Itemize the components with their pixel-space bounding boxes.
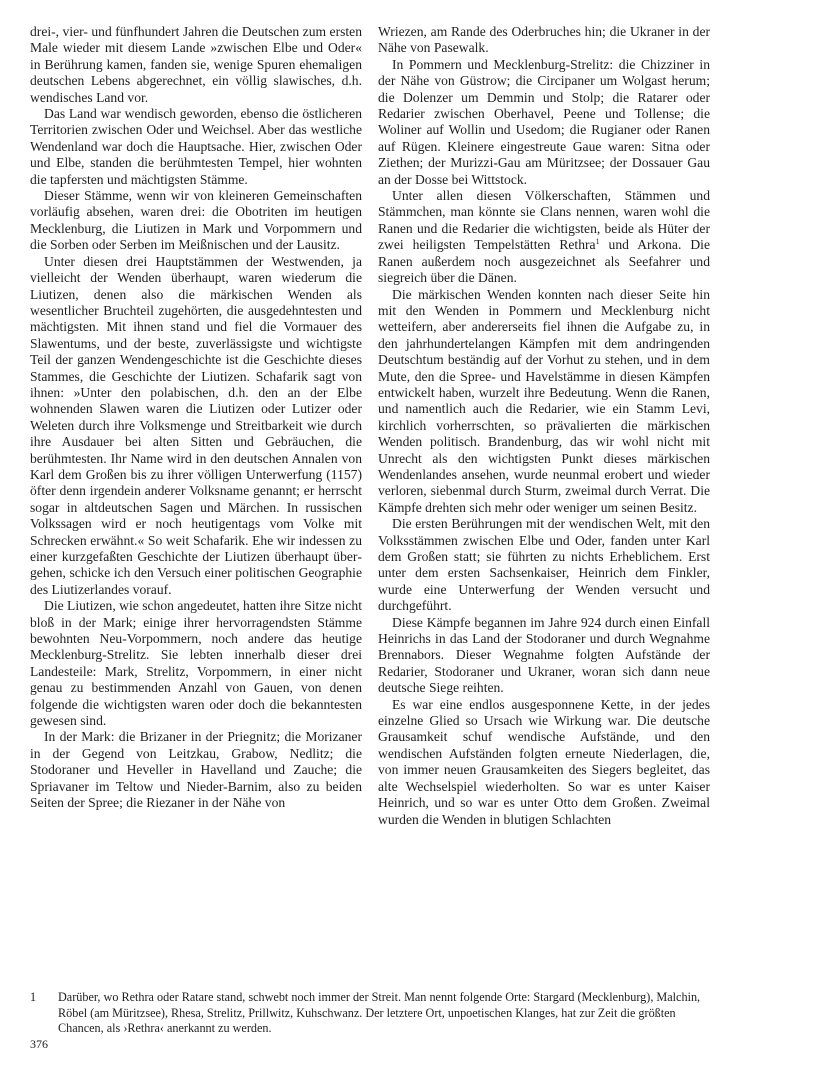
left-column — [30, 24, 362, 812]
paragraph-rethra — [378, 188, 710, 286]
paragraph: Dieser Stämme, wenn wir von kleineren Gemeinschaften vorläufig absehen, waren drei: die Obotriten im heutigen Mecklenburg, die Liutizen in Mark und Vorpommern und die Sorben oder Serben im Meißnischen und der Lausitz. — [30, 188, 362, 253]
footnote-marker[interactable]: 1 — [595, 237, 600, 247]
right-column — [378, 24, 710, 828]
paragraph: In Pommern und Mecklenburg-Strelitz: die Chizziner in der Nähe von Güstrow; die Circipaner um Wolgast herum; die Dolenzer um Demmin und Stolp; die Ratarer oder Redarier zwischen Oberhavel, Peene und Tollense; die Woliner auf Wollin und Usedom; die Rugianer oder Ranen auf Rügen. Kleinere eingestreute Gaue waren: Sitna oder Ziethen; der Murizzi-Gau am Müritzsee; der Dossauer Gau an der Dosse bei Wittstock. — [378, 56, 710, 187]
footnote-text: Darüber, wo Rethra oder Ratare stand, schwebt noch immer der Streit. Man nennt folgende Orte: Stargard (Mecklenburg), Malchin, Röbel (am Müritzsee), Rhesa, Strelitz, Prillwitz, Kuhschwanz. Der letztere Ort, unpoetischen Klanges, hat zur Zeit die größten Chancen, als ›Rethra‹ anerkannt zu werden. — [58, 990, 701, 1036]
paragraph: Es war eine endlos ausgesponnene Kette, in der jedes einzelne Glied so Ursach wie Wirkung war. Die deutsche Grausamkeit schuf wendische Aufstände, und den wendischen Aufständen folgten erneute Niederlagen, die, von immer neuen Grausamkeiten des Siegers begleitet, das alte Wechselspiel wiederholten. So war es unter Kaiser Heinrich, und so war es unter Otto dem Großen. Zweimal wurden die Wenden in blutigen Schlachten — [378, 696, 710, 827]
page-number: 376 — [30, 1037, 48, 1051]
paragraph: Die Liutizen, wie schon angedeutet, hatten ihre Sitze nicht bloß in der Mark; einige ihrer hervorragendsten Stämme bewohnten Neu-Vorpommern, noch andere das heutige Mecklenburg-Strelitz. Sie lebten innerhalb dieser drei Landesteile: Mark, Strelitz, Vorpommern, in einer nicht genau zu bestimmenden Anzahl von Gauen, von denen folgende die wichtigsten waren oder doch die bekanntesten gewesen sind. — [30, 598, 362, 729]
paragraph: drei-, vier- und fünfhundert Jahren die Deutschen zum ersten Male wieder mit diesem Lande »zwischen Elbe und Oder« in Berührung kamen, fanden sie, wenige Spuren ehemaligen deutschen Lebens abgerechnet, ein völlig slawisches, d.h. wendisches Land vor. — [30, 24, 362, 105]
footnote-number: 1 — [30, 990, 37, 1004]
paragraph: Unter diesen drei Hauptstämmen der Westwenden, ja vielleicht der Wenden überhaupt, waren wiederum die Liutizen, denen also die märkischen Wenden als wesentlicher Bruchteil zugehörten, die ausgedehntesten und mächtigsten. Mit ihnen stand und fiel die Vormauer des Slawentums, und der beste, zuverlässigste und wichtigste Teil der ganzen Wendengeschichte ist die Geschichte dieses Stammes, die Geschichte der Liutizen. Schafarik sagt von ihnen: »Unter den polabischen, d.h. den an der Elbe wohnenden Slawen waren die Liutizen oder Lutizer oder Weleten durch ihre Volksmenge und Streitbarkeit wie durch ihre Ausdauer bei alten Sitten und Gebräuchen, die berühmtesten. Ihr Name wird in den deutschen Annalen von Karl dem Großen bis zu ihrer völligen Unterwerfung (1157) öfter denn irgendein anderer Volksname genannt; er herrscht sogar in altdeutschen Sagen und Märchen. In russischen Volkssagen wird er noch heutigentags vom Volke mit Schrecken erwähnt.« So weit Schafarik. Ehe wir indessen zu einer kurzgefaßten Geschichte der Liutizen überhaupt übergehen, schicke ich den Versuch einer politischen Geographie des Liutizerlandes vorauf. — [30, 253, 362, 597]
paragraph: Diese Kämpfe begannen im Jahre 924 durch einen Einfall Heinrichs in das Land der Stodoraner und durch Wegnahme Brennabors. Dieser Wegnahme folgten Aufstände der Redarier, Stodoraner und Ukraner, woran sich dann neue deutsche Siege reihten. — [378, 614, 710, 696]
paragraph: Die märkischen Wenden konnten nach dieser Seite hin mit den Wenden in Pommern und Mecklenburg nicht wetteifern, aber andererseits fiel ihnen die Aufgabe zu, in den jahrhundertelangen Kämpfen mit dem andringenden Deutschtum beständig auf der Vorhut zu stehen, und in dem Mute, den die Spree- und Havelstämme in diesen Kämpfen entwickelt haben, wurzelt ihre Bedeutung. Wenn die Ranen, und namentlich auch die Redarier, wie ein Stamm Levi, kirchlich vorherrschten, so prävalierten die märkischen Wenden politisch. Brandenburg, das wir wohl nicht mit Unrecht als den wichtigsten Punkt dieses märkischen Wendenlandes ansehen, wurde neunmal erobert und wieder verloren, siebenmal durch Sturm, zweimal durch Verrat. Die Kämpfe drehten sich mehr oder weniger um seinen Besitz. — [378, 286, 710, 515]
paragraph: Wriezen, am Rande des Oderbruches hin; die Ukraner in der Nähe von Pasewalk. — [378, 24, 710, 56]
paragraph: Die ersten Berührungen mit der wendischen Welt, mit den Volksstämmen zwischen Elbe und Oder, fanden unter Karl dem Großen statt; sie führten zu nichts Erheblichem. Erst unter dem ersten Sachsenkaiser, Heinrich dem Finkler, wurde eine Unterwerfung der Wenden versucht und durchgeführt. — [378, 516, 710, 614]
footnote — [30, 990, 710, 1037]
paragraph-text: und Arkona. Die Ranen außerdem noch ausgezeichnet als Seefahrer und siegreich über die Dänen. — [378, 237, 710, 286]
paragraph-text: Unter allen diesen Völkerschaften, Stämmen und Stämmchen, man könnte sie Clans nennen, waren wohl die Ranen und die Redarier die wichtigsten, beide als Hüter der zwei heiligsten Tempelstätten Rethra — [378, 188, 710, 253]
paragraph: In der Mark: die Brizaner in der Priegnitz; die Morizaner in der Gegend von Leitzkau, Grabow, Nedlitz; die Stodoraner und Heveller in Havelland und Zauche; die Spriavaner im Teltow und Nieder-Barnim, also zu beiden Seiten der Spree; die Riezaner in der Nähe von — [30, 729, 362, 811]
paragraph: Das Land war wendisch geworden, ebenso die östlicheren Territorien zwischen Oder und Weichsel. Aber das westliche Wendenland war doch die Hauptsache. Hier, zwischen Oder und Elbe, standen die berühmtesten Tempel, hier wohnten die tapfersten und mächtigsten Stämme. — [30, 106, 362, 187]
